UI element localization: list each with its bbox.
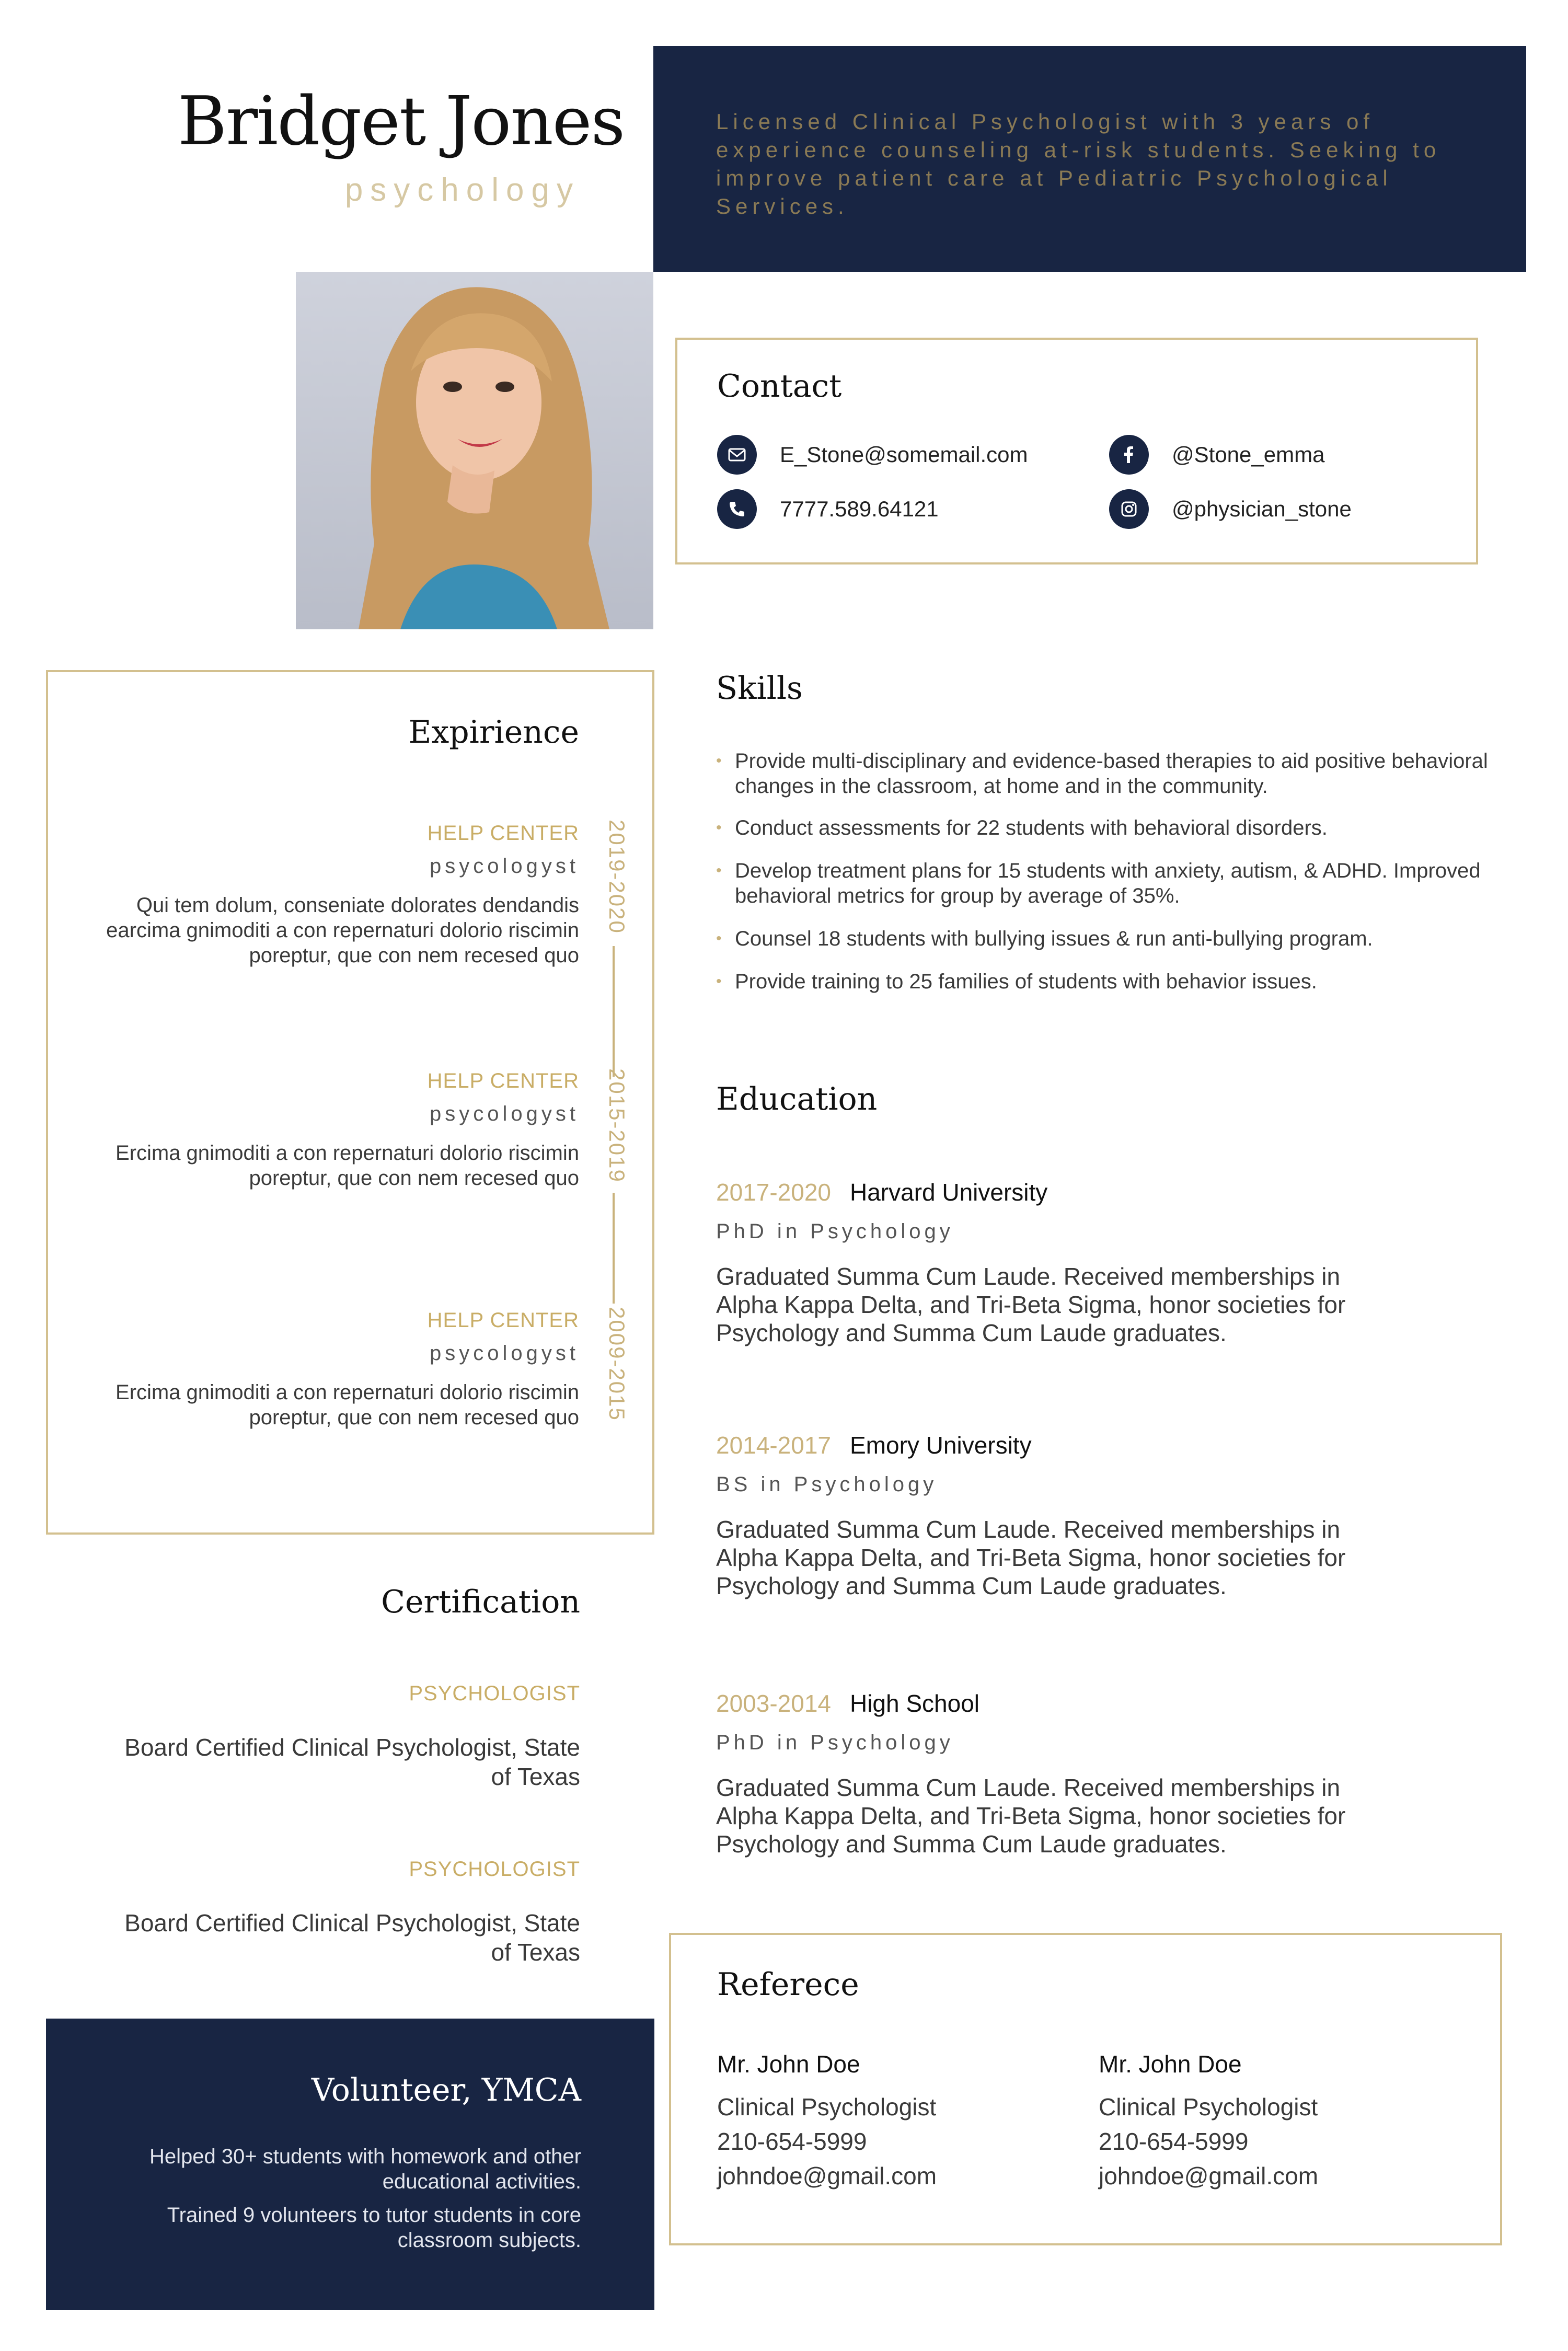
- education-item: [716, 1178, 1396, 1347]
- education-degree: PhD in Psychology: [716, 1220, 954, 1243]
- contact-phone: [717, 489, 939, 529]
- reference-email: johndoe@gmail.com: [1099, 2162, 1319, 2189]
- contact-section: [675, 338, 1478, 564]
- skill-item: • Provide multi-disciplinary and evidence-based therapies to aid positive behavioral changes in the classroom, at home and in the community.: [716, 748, 1490, 799]
- reference-person: [1099, 2050, 1465, 2193]
- education-desc: Graduated Summa Cum Laude. Received memberships in Alpha Kappa Delta, and Tri-Beta Sigma, honor societies for Psychology and Summa Cum Laude graduates.: [716, 1263, 1346, 1346]
- mail-icon: [717, 435, 757, 475]
- education-school: Emory University: [849, 1432, 1032, 1459]
- experience-org: HELP CENTER: [427, 822, 579, 845]
- summary-panel: [653, 46, 1526, 272]
- reference-name: Mr. John Doe: [717, 2050, 860, 2078]
- certification-role: PSYCHOLOGIST: [409, 1858, 580, 1881]
- education-school: High School: [849, 1690, 980, 1717]
- reference-phone: 210-654-5999: [717, 2128, 867, 2155]
- reference-title: Referece: [717, 1966, 859, 2003]
- experience-title: Expirience: [408, 714, 579, 751]
- experience-desc: Qui tem dolum, conseniate dolorates dendandis earcima gnimoditi a con repernaturi dolorio riscimin poreptur, que con nem recesed quo: [106, 894, 579, 967]
- facebook-icon: [1109, 435, 1149, 475]
- education-degree: BS in Psychology: [716, 1473, 938, 1496]
- contact-facebook: [1109, 435, 1324, 475]
- reference-phone: 210-654-5999: [1099, 2128, 1249, 2155]
- certification-item: [105, 1858, 580, 1967]
- experience-org: HELP CENTER: [427, 1069, 579, 1092]
- timeline-line: [613, 1193, 615, 1304]
- education-desc: Graduated Summa Cum Laude. Received memberships in Alpha Kappa Delta, and Tri-Beta Sigma, honor societies for Psychology and Summa Cum Laude graduates.: [716, 1774, 1346, 1858]
- certification-role: PSYCHOLOGIST: [409, 1682, 580, 1705]
- name-heading: Bridget Jones: [178, 83, 625, 160]
- experience-dates: 2015-2019: [605, 1068, 629, 1183]
- reference-title-text: Clinical Psychologist: [717, 2093, 937, 2120]
- experience-entry: [77, 1069, 579, 1191]
- experience-org: HELP CENTER: [427, 1309, 579, 1332]
- skill-item: • Counsel 18 students with bullying issues & run anti-bullying program.: [716, 926, 1490, 951]
- education-title: Education: [716, 1081, 878, 1117]
- contact-email: [717, 435, 1028, 475]
- experience-entry: [77, 822, 579, 968]
- education-years: 2017-2020: [716, 1179, 831, 1206]
- reference-section: [669, 1933, 1502, 2245]
- reference-person: [717, 2050, 1083, 2193]
- volunteer-line: Trained 9 volunteers to tutor students in core classroom subjects.: [167, 2204, 581, 2252]
- email-text: E_Stone@somemail.com: [780, 442, 1028, 467]
- phone-text: 7777.589.64121: [780, 497, 939, 521]
- education-desc: Graduated Summa Cum Laude. Received memberships in Alpha Kappa Delta, and Tri-Beta Sigma, honor societies for Psychology and Summa Cum Laude graduates.: [716, 1516, 1346, 1599]
- volunteer-title: Volunteer, YMCA: [311, 2072, 581, 2108]
- experience-desc: Ercima gnimoditi a con repernaturi dolorio riscimin poreptur, que con nem recesed quo: [115, 1381, 579, 1429]
- education-item: [716, 1431, 1396, 1600]
- experience-role: psycologyst: [430, 855, 579, 878]
- education-degree: PhD in Psychology: [716, 1731, 954, 1754]
- certification-desc: Board Certified Clinical Psychologist, State of Texas: [124, 1734, 580, 1790]
- profile-photo: [296, 272, 653, 629]
- education-years: 2003-2014: [716, 1690, 831, 1717]
- experience-desc: Ercima gnimoditi a con repernaturi dolorio riscimin poreptur, que con nem recesed quo: [115, 1142, 579, 1190]
- timeline-line: [613, 946, 615, 1077]
- experience-dates: 2019-2020: [605, 820, 629, 934]
- certification-desc: Board Certified Clinical Psychologist, State of Texas: [124, 1909, 580, 1966]
- skill-item: • Provide training to 25 families of students with behavior issues.: [716, 969, 1490, 994]
- experience-section: [46, 670, 654, 1535]
- skill-item: • Develop treatment plans for 15 students with anxiety, autism, & ADHD. Improved behavioral metrics for group by average of 35%.: [716, 858, 1490, 908]
- instagram-icon: [1109, 489, 1149, 529]
- field-subtitle: psychology: [344, 172, 580, 208]
- skill-item: • Conduct assessments for 22 students with behavioral disorders.: [716, 815, 1490, 840]
- experience-role: psycologyst: [430, 1102, 579, 1125]
- phone-icon: [717, 489, 757, 529]
- facebook-text: @Stone_emma: [1172, 442, 1325, 467]
- volunteer-section: [46, 2019, 654, 2310]
- education-years: 2014-2017: [716, 1432, 831, 1459]
- certification-item: [105, 1682, 580, 1791]
- skills-title: Skills: [716, 670, 803, 707]
- experience-dates: 2009-2015: [605, 1307, 629, 1421]
- contact-instagram: [1109, 489, 1352, 529]
- volunteer-line: Helped 30+ students with homework and other educational activities.: [149, 2145, 581, 2193]
- reference-title-text: Clinical Psychologist: [1099, 2093, 1318, 2120]
- education-school: Harvard University: [849, 1179, 1048, 1206]
- contact-title: Contact: [717, 368, 842, 405]
- instagram-text: @physician_stone: [1172, 497, 1352, 521]
- reference-email: johndoe@gmail.com: [717, 2162, 937, 2189]
- experience-entry: [77, 1309, 579, 1430]
- reference-name: Mr. John Doe: [1099, 2050, 1242, 2078]
- certification-title: Certification: [381, 1584, 580, 1620]
- experience-role: psycologyst: [430, 1342, 579, 1365]
- summary-text: Licensed Clinical Psychologist with 3 years of experience counseling at-risk students. Seeking to improve patient care at Pediatric Psychological Services.: [716, 109, 1441, 218]
- education-item: [716, 1689, 1396, 1858]
